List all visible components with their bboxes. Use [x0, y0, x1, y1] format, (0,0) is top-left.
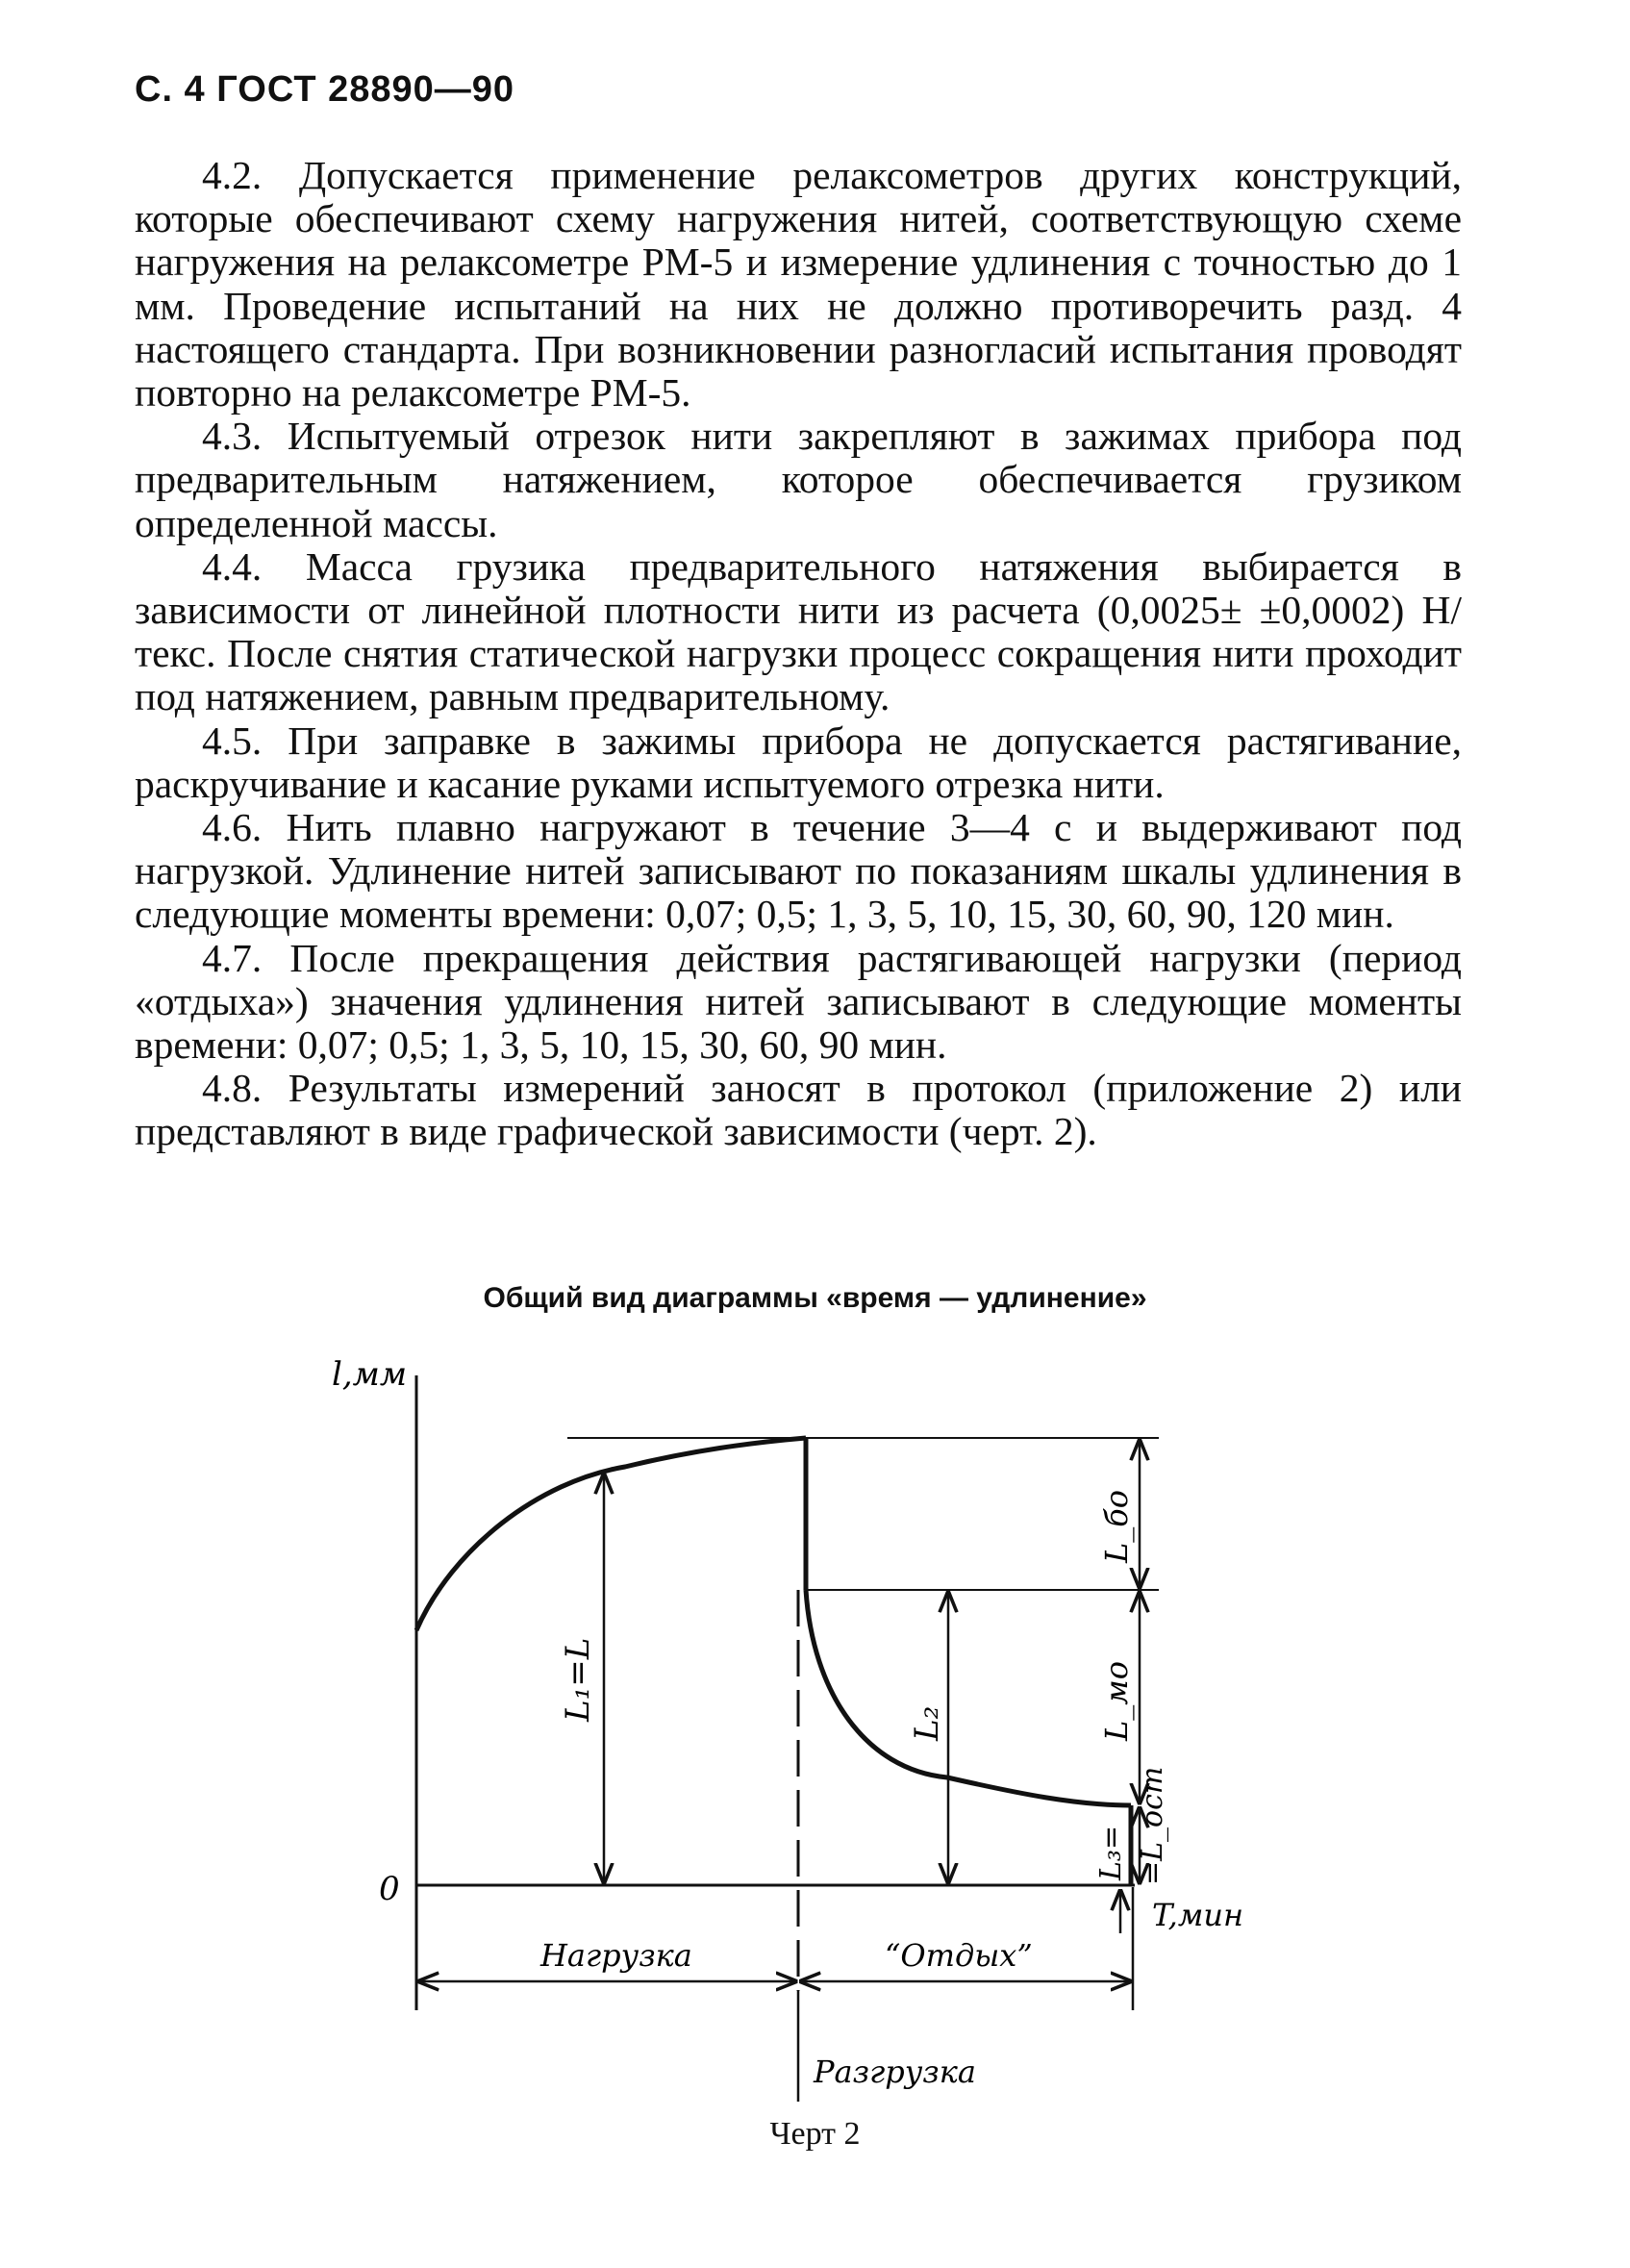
paragraph-4-2: 4.2. Допускается применение релаксометров других конструкций, которые обеспечивают схему нагружения нитей, соответствующую схеме нагружения на релаксометре РМ-5 и измерение удлинения с точностью до 1 мм. Проведение испытаний на них не должно противоречить разд. 4 настоящего стандарта. При возникновении разногласий испытания проводят повторно на релаксометре РМ-5.: [135, 153, 1462, 416]
unload-label: Разгрузка: [814, 2054, 976, 2090]
lbo-label: L_бо: [1098, 1489, 1135, 1563]
load-label: Нагрузка: [540, 1937, 692, 1974]
figure-caption: Общий вид диаграммы «время — удлинение»: [483, 1282, 1147, 1314]
load-curve: [416, 1438, 806, 1630]
paragraph-4-7: 4.7. После прекращения действия растягивающей нагрузки (период «отдыха») значения удлинения нитей записывают в следующие моменты времени: 0,07; 0,5; 1, 3, 5, 10, 15, 30, 60, 90 мин.: [135, 935, 1462, 1068]
l1-label: L₁=L: [559, 1637, 597, 1722]
paragraph-4-5: 4.5. При заправке в зажимы прибора не допускается растягивание, раскручивание и касание руками испытуемого отрезка нити.: [135, 718, 1462, 806]
y-axis-label: l,мм: [332, 1355, 408, 1394]
page-header: С. 4 ГОСТ 28890—90: [135, 69, 515, 110]
l3-label: L₃=: [1094, 1825, 1128, 1880]
paragraph-4-3: 4.3. Испытуемый отрезок нити закрепляют в зажимах прибора под предварительным натяжением, которое обеспечивается грузиком определенной массы.: [135, 414, 1462, 545]
paragraph-4-4: 4.4. Масса грузика предварительного натяжения выбирается в зависимости от линейной плотности нити из расчета (0,0025± ±0,0002) Н/текс. После снятия статической нагрузки процесс сокращения нити проходит под натяжением, равным предварительному.: [135, 543, 1462, 719]
rest-curve: [806, 1590, 1131, 1805]
lost-label: =L_ост: [1136, 1766, 1169, 1885]
origin-label: 0: [379, 1870, 400, 1908]
rest-label: “Отдых”: [885, 1937, 1033, 1974]
paragraph-4-8: 4.8. Результаты измерений заносят в протокол (приложение 2) или представляют в виде графической зависимости (черт. 2).: [135, 1066, 1462, 1154]
figure-number: Черт 2: [769, 2116, 861, 2152]
paragraph-4-6: 4.6. Нить плавно нагружают в течение 3—4 с и выдерживают под нагрузкой. Удлинение нитей записывают по показаниям шкалы удлинения в следующие моменты времени: 0,07; 0,5; 1, 3, 5, 10, 15, 30, 60, 90, 120 мин.: [135, 805, 1462, 937]
lmo-label: L_мо: [1098, 1660, 1135, 1741]
l2-label: L₂: [908, 1705, 946, 1741]
x-axis-label: T,мин: [1152, 1897, 1244, 1933]
